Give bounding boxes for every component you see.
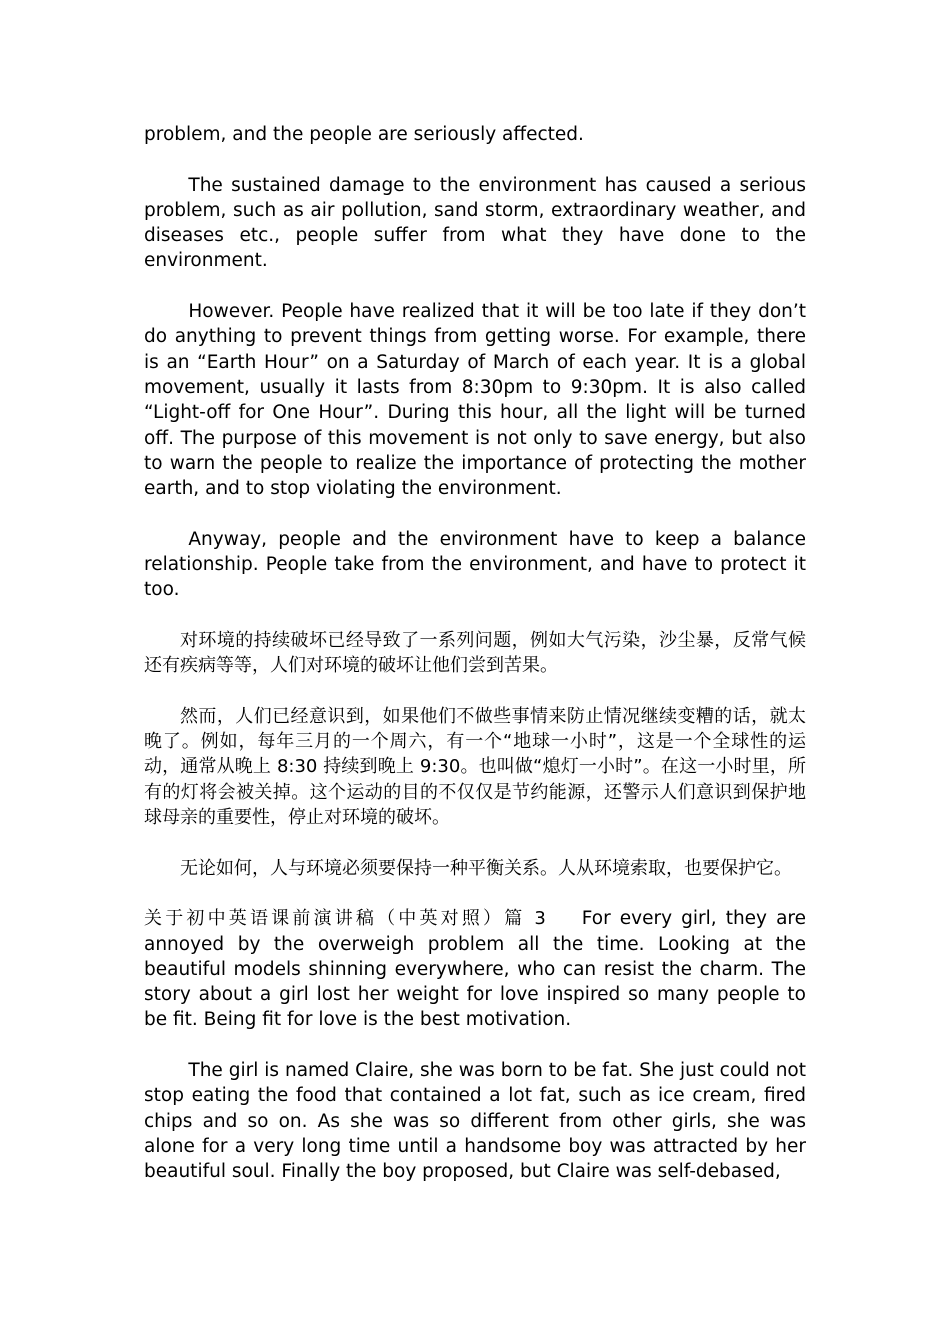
paragraph-zh-earth-hour: 然而，人们已经意识到，如果他们不做些事情来防止情况继续变糟的话，就太晚了。例如，每年三月的一个周六，有一个“地球一小时”，这是一个全球性的运动，通常从晚上 8:30 持续到晚上 9:30。也叫做“熄灯一小时”。在这一小时里，所有的灯将会被关掉。这个运动的目的不仅仅是节约能源，还警示人们意识到保护地球母亲的重要性，停止对环境的破坏。	[144, 705, 806, 829]
paragraph-earth-hour: However. People have realized that it will be too late if they don’t do anything to prevent things from getting worse. For example, there is an “Earth Hour” on a Saturday of March of each year. It is a global movement, usually it lasts from 8:30pm to 9:30pm. It is also called “Light-off for One Hour”. During this hour, all the light will be turned off. The purpose of this movement is not only to save energy, but also to warn the people to realize the importance of protecting the mother earth, and to stop violating the environment.	[144, 301, 806, 500]
paragraph-balance: Anyway, people and the environment have to keep a balance relationship. People take from the environment, and have to protect it too.	[144, 528, 806, 601]
paragraph-claire: The girl is named Claire, she was born to be fat. She just could not stop eating the food that contained a lot fat, such as ice cream, fired chips and so on. As she was so different from other girls, she was alone for a very long time until a handsome boy was attracted by her beautiful soul. Finally the boy proposed, but Claire was self-debased,	[144, 1059, 806, 1183]
paragraph-zh-damage: 对环境的持续破坏已经导致了一系列问题，例如大气污染，沙尘暴，反常气候还有疾病等等，人们对环境的破坏让他们尝到苦果。	[144, 629, 806, 677]
paragraph-continuation: problem, and the people are seriously affected.	[144, 124, 584, 145]
section-heading: 关于初中英语课前演讲稿（中英对照）篇 3	[144, 908, 546, 930]
document-body	[144, 122, 806, 1210]
paragraph-zh-balance: 无论如何，人与环境必须要保持一种平衡关系。人从环境索取，也要保护它。	[180, 857, 792, 879]
paragraph-environment-damage: The sustained damage to the environment has caused a serious problem, such as air pollution, sand storm, extraordinary weather, and diseases etc., people suffer from what they have done to the environment.	[144, 174, 806, 272]
section-first-text: For every girl, they are annoyed by the overweigh problem all the time. Looking at the beautiful models shinning everywhere, who can resist the charm. The story about a girl lost her weight for love inspired so many people to be fit. Being fit for love is the best motivation.	[144, 908, 806, 1031]
paragraph-section-3	[144, 906, 806, 1032]
